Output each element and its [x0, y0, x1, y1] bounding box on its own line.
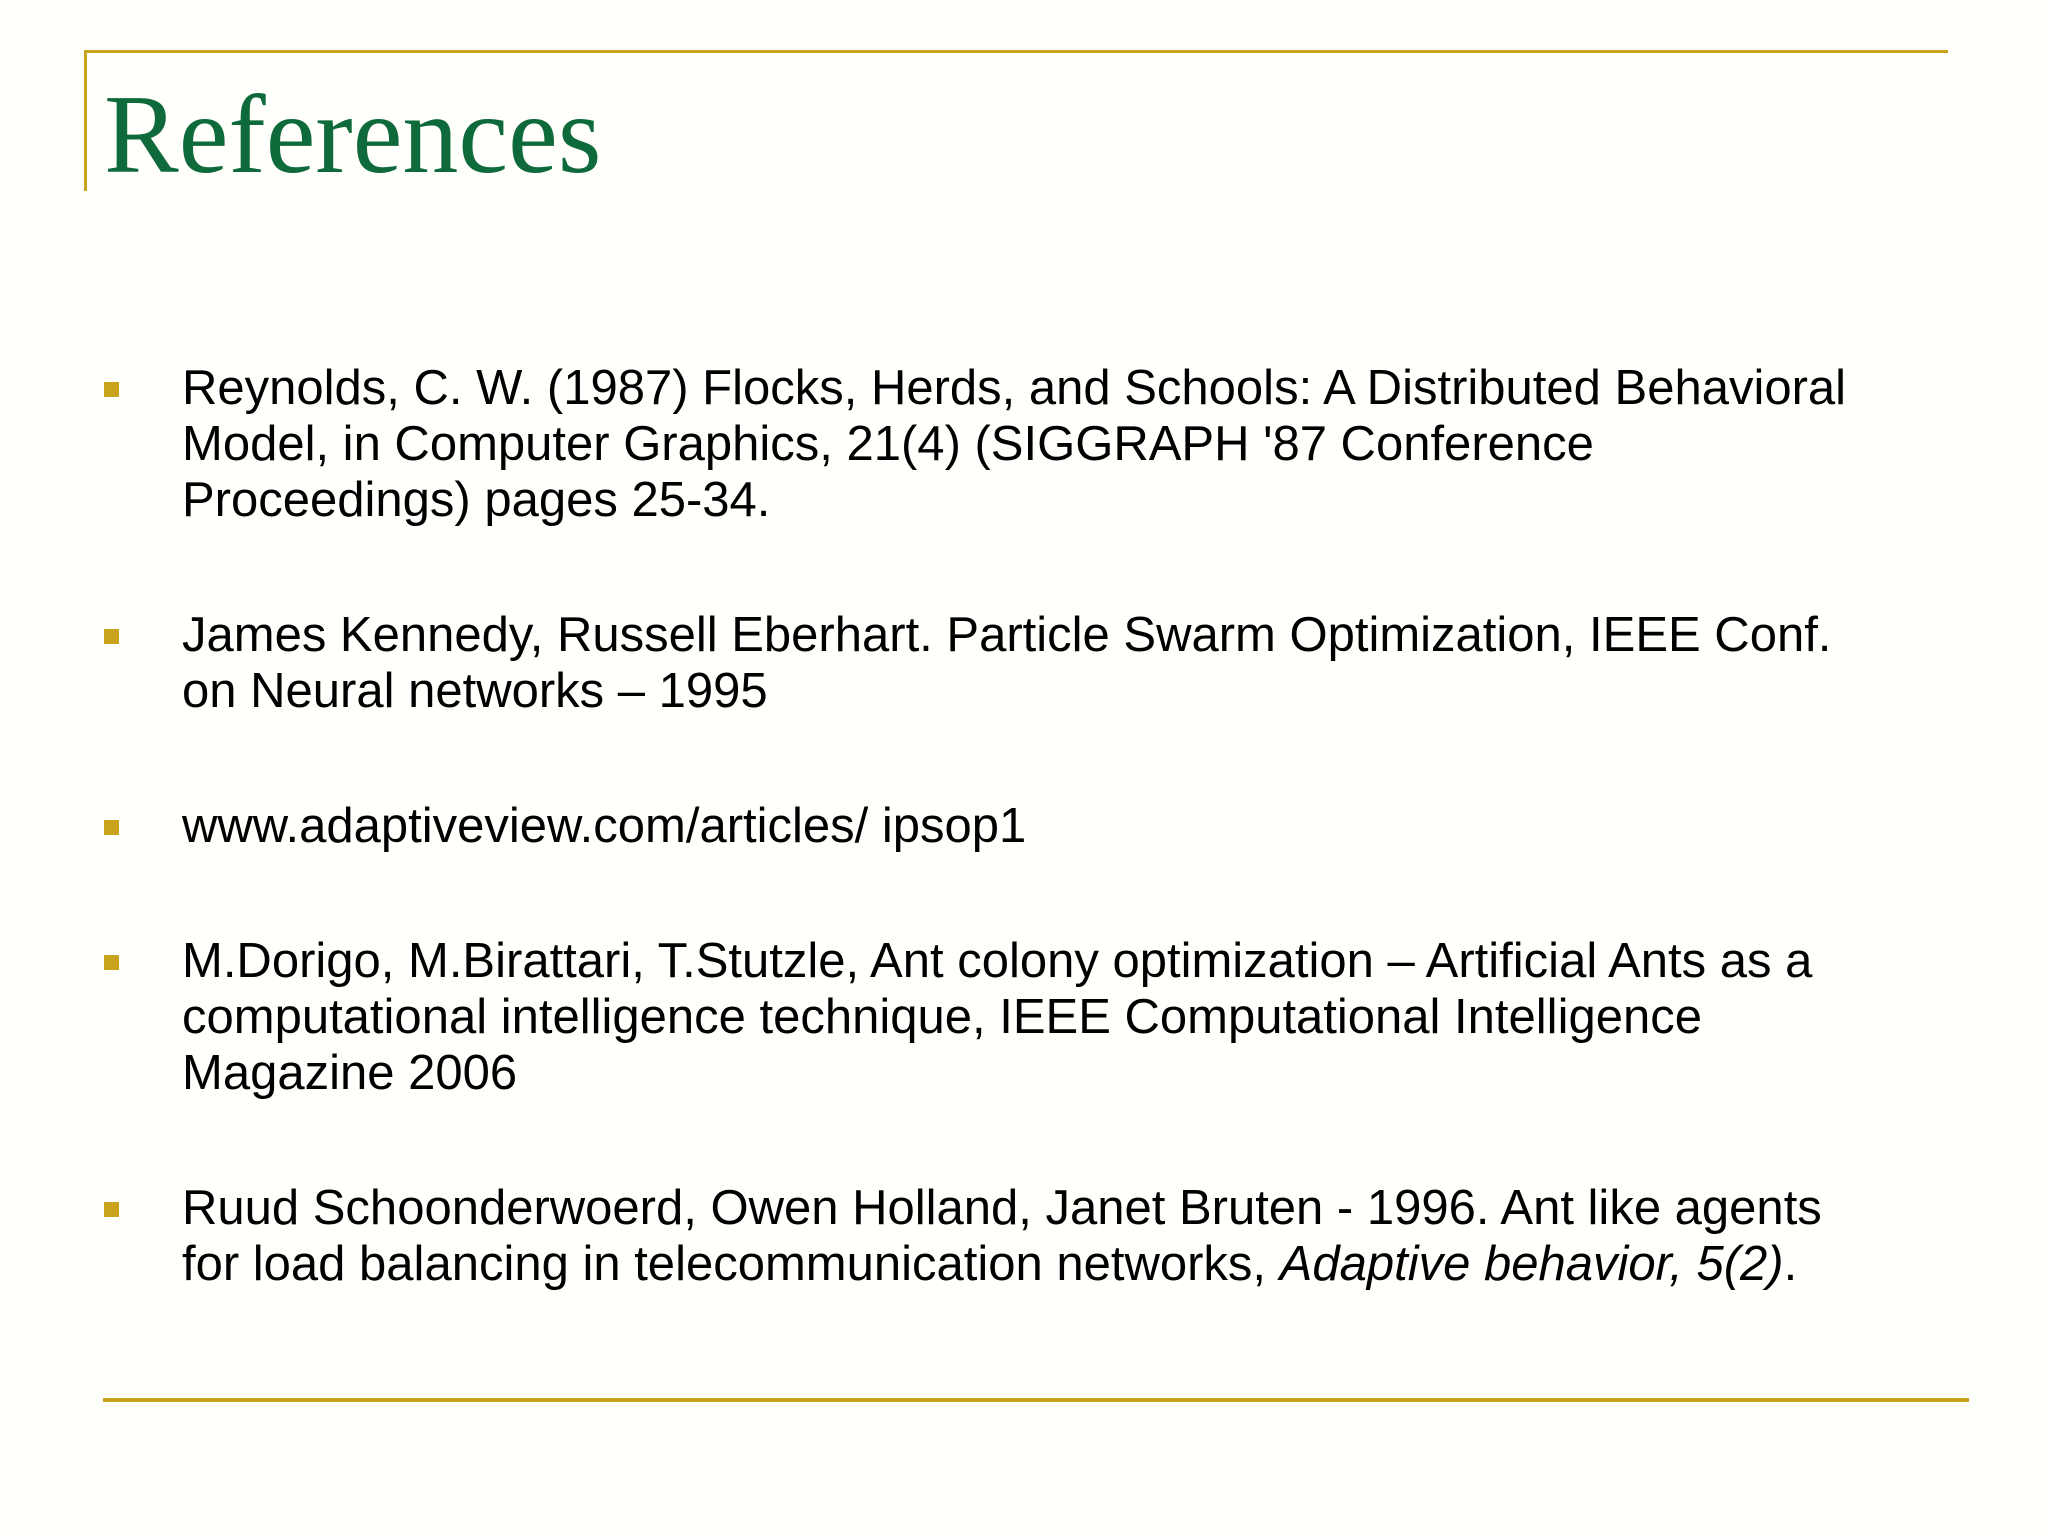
journal-title: Adaptive behavior, 5(2)	[1279, 1237, 1784, 1291]
reference-line: M.Dorigo, M.Birattari, T.Stutzle, Ant colony optimization – Artificial Ants as a	[182, 934, 1813, 988]
reference-line: Reynolds, C. W. (1987) Flocks, Herds, and Schools: A Distributed Behavioral	[182, 361, 1847, 415]
square-bullet-icon	[104, 1202, 119, 1217]
reference-line: Magazine 2006	[182, 1046, 518, 1100]
reference-item-reynolds	[104, 360, 1944, 528]
reference-line: on Neural networks – 1995	[182, 664, 768, 718]
reference-item-kennedy	[104, 607, 1944, 719]
square-bullet-icon	[104, 955, 119, 970]
slide-title: References	[104, 73, 602, 197]
reference-line: Ruud Schoonderwoerd, Owen Holland, Janet Bruten - 1996. Ant like agents	[182, 1181, 1822, 1235]
reference-punctuation: .	[1783, 1237, 1798, 1291]
reference-line: www.adaptiveview.com/articles/ ipsop1	[182, 799, 1027, 853]
reference-line: James Kennedy, Russell Eberhart. Particle Swarm Optimization, IEEE Conf.	[182, 608, 1832, 662]
reference-item-adaptiveview	[104, 798, 1944, 854]
reference-line: Model, in Computer Graphics, 21(4) (SIGGRAPH '87 Conference	[182, 417, 1594, 471]
reference-text: for load balancing in telecommunication networks,	[182, 1237, 1280, 1291]
reference-line-mixed	[182, 1236, 1944, 1292]
top-accent-line	[84, 50, 1948, 53]
square-bullet-icon	[104, 382, 119, 397]
reference-list	[104, 360, 1944, 1371]
reference-line: Proceedings) pages 25-34.	[182, 473, 771, 527]
square-bullet-icon	[104, 820, 119, 835]
reference-item-schoonderwoerd	[104, 1180, 1944, 1292]
left-accent-line	[84, 50, 87, 191]
reference-item-dorigo	[104, 933, 1944, 1101]
reference-line: computational intelligence technique, IEEE Computational Intelligence	[182, 990, 1702, 1044]
square-bullet-icon	[104, 629, 119, 644]
bottom-accent-line	[103, 1398, 1969, 1402]
